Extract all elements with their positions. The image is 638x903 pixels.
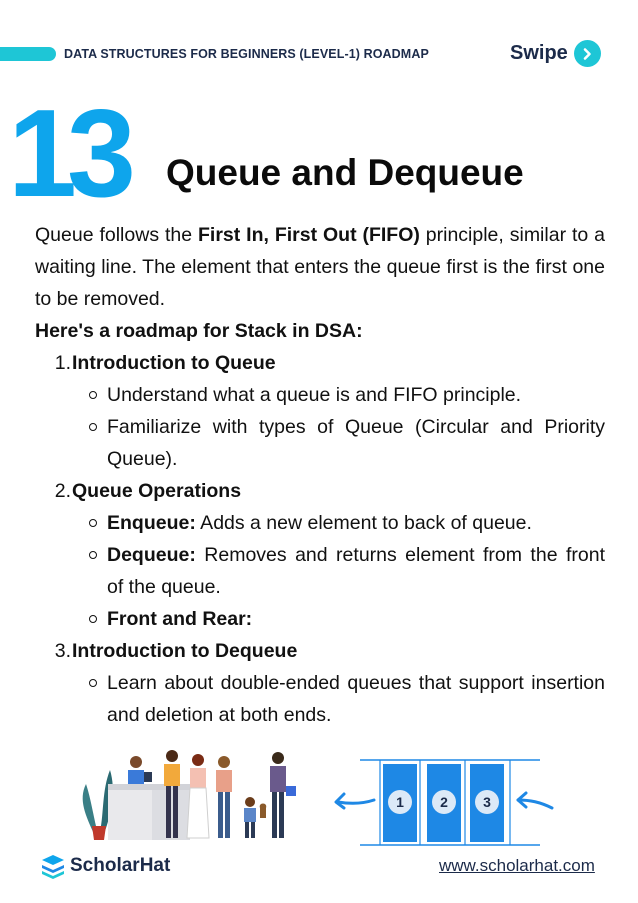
list-item xyxy=(87,379,605,411)
chevron-right-icon xyxy=(574,40,601,67)
bullet-icon xyxy=(87,379,107,411)
header-title: DATA STRUCTURES FOR BEGINNERS (LEVEL-1) ROADMAP xyxy=(64,47,429,61)
point-label: Front and Rear: xyxy=(107,608,253,630)
queue-cell-label: 2 xyxy=(440,794,448,810)
swipe-label: Swipe xyxy=(510,42,568,64)
item-number: 3. xyxy=(54,640,71,662)
bullet-icon xyxy=(87,539,107,603)
roadmap-item xyxy=(35,347,605,379)
point-label: Dequeue: xyxy=(107,544,196,566)
arrow-left-icon xyxy=(336,794,374,808)
point-text xyxy=(107,603,605,635)
content xyxy=(35,219,605,731)
intro-text-2: principle, similar to a waiting line. The element that enters the queue first is the first one to be removed. xyxy=(35,224,605,310)
point-label: Enqueue: xyxy=(107,512,196,534)
point-text: Understand what a queue is and FIFO principle. xyxy=(107,384,522,406)
section-title: Queue and Dequeue xyxy=(166,152,524,193)
roadmap-heading: Here's a roadmap for Stack in DSA: xyxy=(35,320,363,342)
roadmap-item xyxy=(35,475,605,507)
bullet-icon xyxy=(87,507,107,539)
list-item xyxy=(87,507,605,539)
point-desc: Adds a new element to back of queue. xyxy=(195,512,532,534)
bullet-icon xyxy=(87,603,107,635)
item-number: 2. xyxy=(54,480,71,502)
intro-text-1: Queue follows the xyxy=(35,224,198,246)
item-title: Introduction to Dequeue xyxy=(72,640,298,662)
list-item xyxy=(87,539,605,603)
point-text: Learn about double-ended queues that support insertion and deletion at both ends. xyxy=(107,672,605,726)
list-item xyxy=(87,411,605,475)
website-link[interactable]: www.scholarhat.com xyxy=(439,856,595,875)
roadmap-item xyxy=(35,635,605,667)
bullet-icon xyxy=(87,667,107,731)
scholarhat-logo xyxy=(40,853,170,879)
bullet-icon xyxy=(87,411,107,475)
swipe-button[interactable] xyxy=(510,40,601,67)
queue-people-illustration xyxy=(72,746,308,847)
intro-paragraph xyxy=(35,219,605,315)
stack-icon xyxy=(40,853,66,879)
point-desc: Removes and returns element from the front of the queue. xyxy=(107,544,605,598)
item-number: 1. xyxy=(54,352,71,374)
intro-bold: First In, First Out (FIFO) xyxy=(198,224,420,246)
point-text xyxy=(107,507,605,539)
point-text: Familiarize with types of Queue (Circular and Priority Queue). xyxy=(107,416,605,470)
arrow-left-icon xyxy=(518,793,552,808)
section-number: 13 xyxy=(8,85,126,223)
header-accent-bar xyxy=(0,47,56,61)
point-text xyxy=(107,539,605,603)
list-item xyxy=(87,667,605,731)
item-title: Queue Operations xyxy=(72,480,242,502)
list-item xyxy=(87,603,605,635)
queue-cell-label: 3 xyxy=(483,794,491,810)
queue-diagram xyxy=(330,750,560,855)
item-title: Introduction to Queue xyxy=(72,352,276,374)
brand-name: ScholarHat xyxy=(70,855,171,876)
queue-cell-label: 1 xyxy=(396,794,404,810)
